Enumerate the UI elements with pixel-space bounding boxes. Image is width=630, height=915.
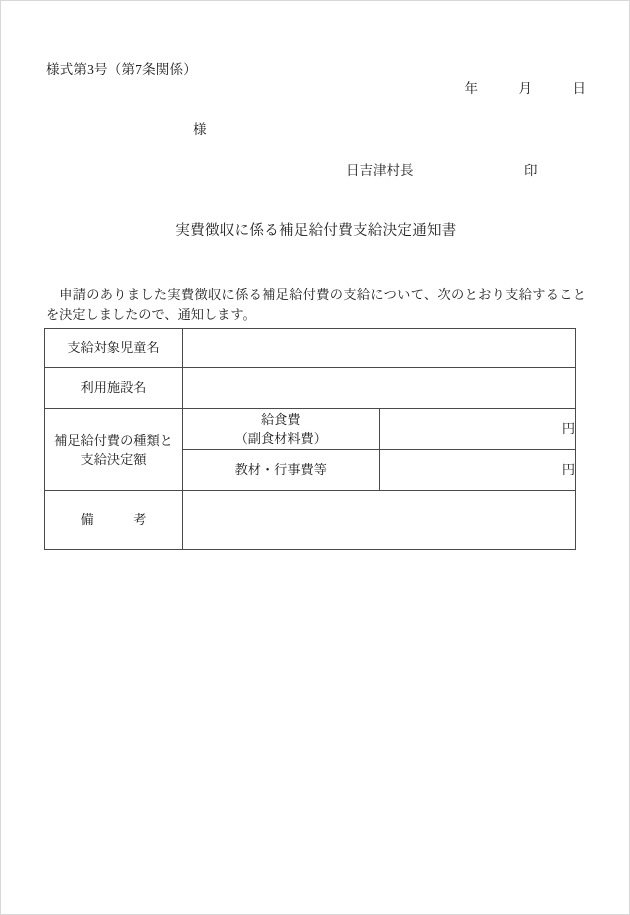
row-label-benefit-type-and-amount — [45, 409, 183, 491]
page-title: 実費徴収に係る補足給付費支給決定通知書 — [175, 223, 457, 239]
table-row — [45, 329, 576, 368]
row-value-remarks[interactable] — [183, 491, 576, 550]
sub-label-materials-event-expense: 教材・行事費等 — [183, 450, 380, 491]
issuer-row — [1, 164, 630, 182]
row-label-remarks: 備 考 — [45, 491, 183, 550]
row-label-facility-name: 利用施設名 — [45, 368, 183, 409]
amount-materials-event-expense[interactable]: 円 — [379, 450, 576, 491]
form-table — [44, 328, 576, 550]
sub-label-meal-expense — [183, 409, 380, 450]
benefit-label-line-1: 補足給付費の種類と — [54, 432, 173, 448]
row-value-child-name[interactable] — [183, 329, 576, 368]
sub-label-meal-expense-line-2: （副食材料費） — [234, 431, 327, 446]
addressee-honorific: 様 — [193, 122, 207, 137]
row-value-facility-name[interactable] — [183, 368, 576, 409]
form-number: 様式第3号（第7条関係） — [46, 62, 197, 77]
table-row — [45, 368, 576, 409]
form-table-wrapper — [44, 328, 576, 550]
benefit-label-line-2: 支給決定額 — [80, 451, 147, 467]
row-label-child-name: 支給対象児童名 — [45, 329, 183, 368]
sub-label-meal-expense-line-1: 給食費 — [260, 412, 301, 427]
table-row — [45, 409, 576, 450]
amount-meal-expense[interactable]: 円 — [379, 409, 576, 450]
body-paragraph: 申請のありました実費徴収に係る補足給付費の支給について、次のとおり支給することを決定しましたので、通知します。 — [46, 287, 586, 322]
issuer-name: 日吉津村長 — [346, 163, 414, 178]
table-row — [45, 491, 576, 550]
seal-mark: 印 — [524, 163, 538, 178]
date-line: 年 月 日 — [464, 81, 586, 96]
